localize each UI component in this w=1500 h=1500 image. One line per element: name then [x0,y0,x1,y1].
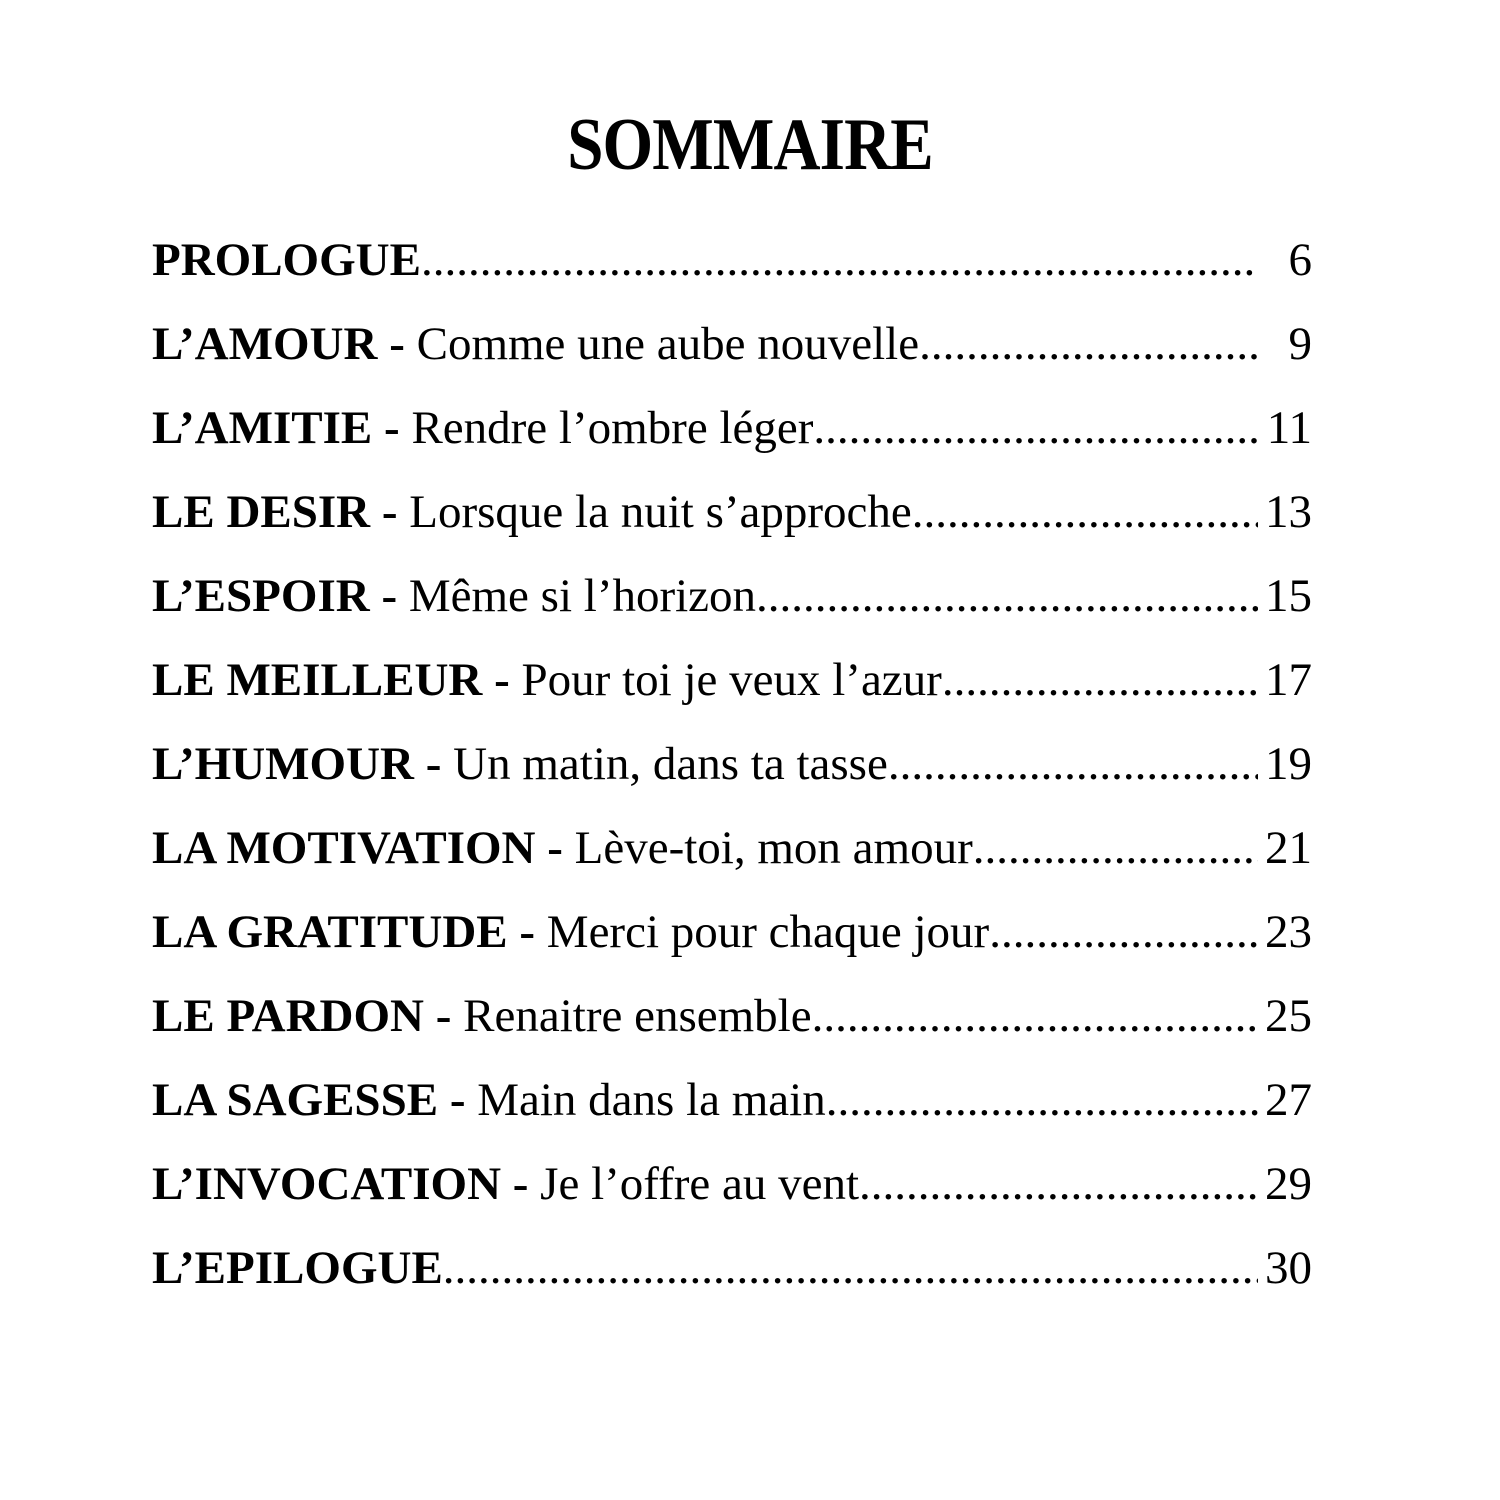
toc-entry-subtitle: Lorsque la nuit s’approche [409,486,912,538]
dot-leader [421,232,1258,288]
page-title: SOMMAIRE [567,104,933,186]
toc-entry-heading: PROLOGUE [152,234,421,286]
dot-leader [973,820,1258,876]
toc-entry-separator: - [372,402,412,454]
toc-entry-separator: - [501,1158,541,1210]
toc-entry-subtitle: Pour toi je veux l’azur [521,654,942,706]
toc-entry-subtitle: Main dans la main [477,1074,826,1126]
toc-entry [152,232,1312,316]
toc-entry-separator: - [377,318,417,370]
toc-entry-page: 27 [1265,1074,1312,1126]
toc-entry-text [152,400,813,456]
toc-entry-separator: - [535,822,575,874]
toc-entry-page: 15 [1265,570,1312,622]
toc-entry-text [152,1156,859,1212]
toc-entry-separator: - [370,486,410,538]
toc-entry-heading: LE MEILLEUR [152,654,483,706]
toc-entry-page: 6 [1288,234,1312,286]
toc-entry-separator: - [369,570,409,622]
toc-entry-subtitle: Renaitre ensemble [463,990,812,1042]
dot-leader [859,1156,1258,1212]
toc-entry-page: 9 [1288,318,1312,370]
dot-leader [443,1240,1258,1296]
toc-entry-page: 19 [1265,738,1312,790]
toc-entry-subtitle: Merci pour chaque jour [546,906,990,958]
dot-leader [813,400,1258,456]
toc-entry-page: 29 [1265,1158,1312,1210]
toc-entry-subtitle: Même si l’horizon [408,570,757,622]
toc-entry [152,484,1312,568]
toc-entry-subtitle: Rendre l’ombre léger [411,402,814,454]
toc-entry-separator: - [482,654,522,706]
toc-entry-text [152,316,919,372]
toc-entry [152,1072,1312,1156]
toc-entry-heading: LE PARDON [152,990,424,1042]
toc-entry-page: 30 [1265,1242,1312,1294]
toc-entry-page: 21 [1265,822,1312,874]
toc-entry-page: 23 [1265,906,1312,958]
toc-entry [152,736,1312,820]
toc-entry [152,988,1312,1072]
toc-entry-heading: L’INVOCATION [152,1158,502,1210]
toc-entry-separator: - [424,990,464,1042]
toc-entry-text [152,232,421,288]
toc-entry-page: 13 [1265,486,1312,538]
toc-entry [152,400,1312,484]
toc-entry-separator: - [438,1074,478,1126]
toc-entry [152,904,1312,988]
toc-entry-text [152,988,812,1044]
toc-entry [152,316,1312,400]
toc-entry-text [152,568,756,624]
toc-entry-heading: LA MOTIVATION [152,822,536,874]
toc-entry-text [152,904,989,960]
dot-leader [912,484,1258,540]
dot-leader [888,736,1258,792]
toc-entry-text [152,1072,826,1128]
dot-leader [919,316,1258,372]
toc-entry-heading: L’EPILOGUE [152,1242,443,1294]
dot-leader [756,568,1258,624]
toc-entry [152,1240,1312,1324]
toc-entry-text [152,820,973,876]
dot-leader [989,904,1258,960]
toc-entry-page: 25 [1265,990,1312,1042]
toc-entry-text [152,736,888,792]
toc-list [152,232,1312,1324]
toc-entry-heading: L’AMOUR [152,318,378,370]
toc-entry-page: 11 [1266,402,1312,454]
toc-entry-heading: LA SAGESSE [152,1074,439,1126]
toc-entry-subtitle: Lève-toi, mon amour [574,822,973,874]
dot-leader [942,652,1258,708]
toc-entry-heading: L’AMITIE [152,402,373,454]
toc-entry-heading: LA GRATITUDE [152,906,508,958]
toc-entry-subtitle: Un matin, dans ta tasse [453,738,888,790]
toc-entry-subtitle: Comme une aube nouvelle [416,318,920,370]
toc-entry-heading: L’ESPOIR [152,570,370,622]
toc-entry-page: 17 [1265,654,1312,706]
toc-entry-separator: - [414,738,454,790]
toc-entry [152,652,1312,736]
toc-entry-text [152,484,912,540]
toc-entry-heading: L’HUMOUR [152,738,414,790]
toc-entry-separator: - [507,906,547,958]
toc-entry [152,568,1312,652]
dot-leader [826,1072,1258,1128]
toc-entry-subtitle: Je l’offre au vent [540,1158,860,1210]
toc-entry-text [152,1240,443,1296]
toc-entry [152,1156,1312,1240]
dot-leader [812,988,1258,1044]
toc-entry-text [152,652,942,708]
toc-entry-heading: LE DESIR [152,486,371,538]
toc-entry [152,820,1312,904]
